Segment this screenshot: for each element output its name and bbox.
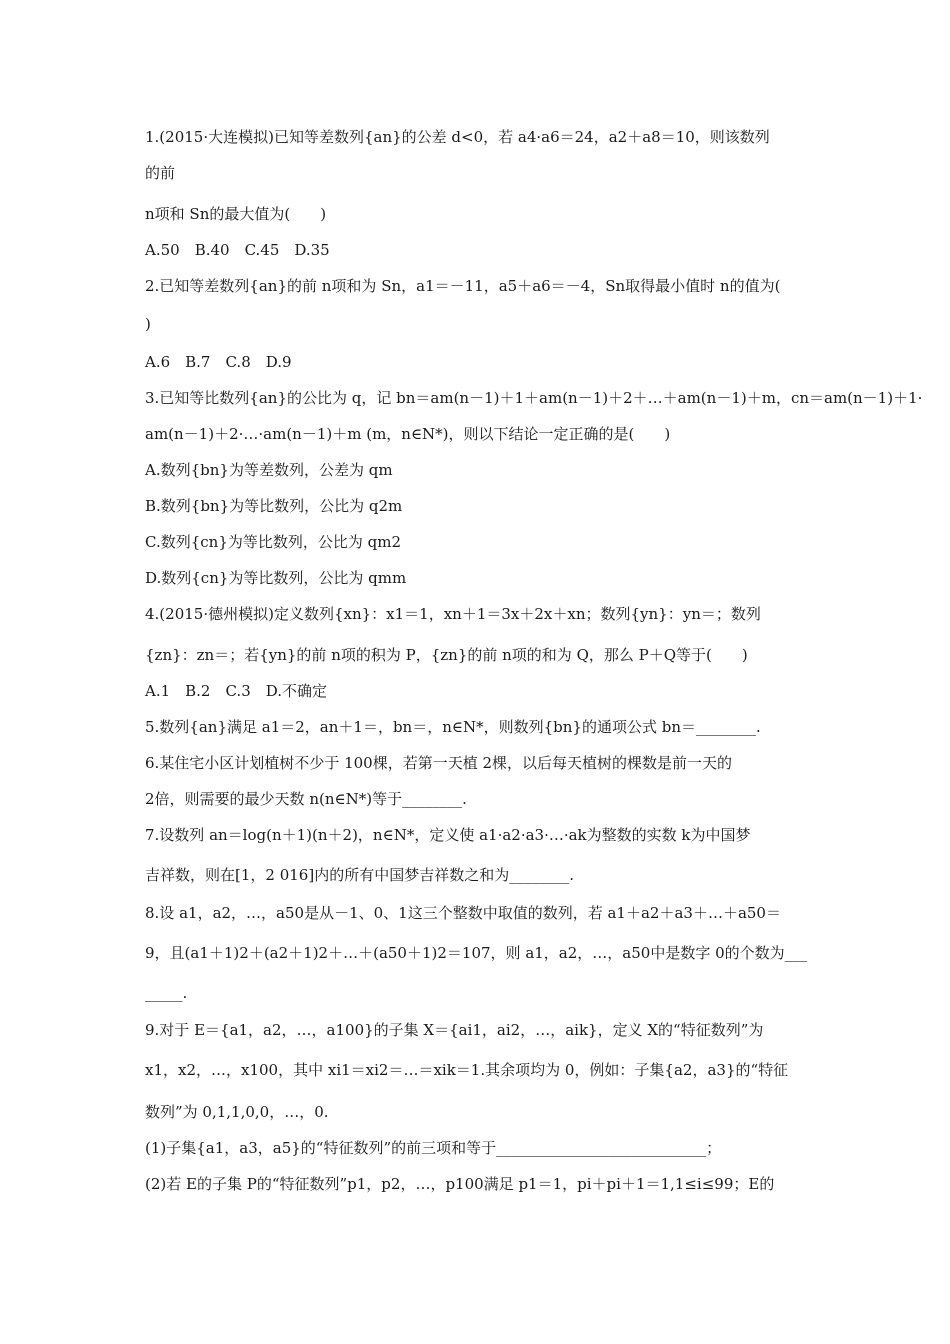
problem-1-options: A.50 B.40 C.45 D.35: [145, 241, 330, 259]
problem-9-line-3: 数列”为 0,1,1,0,0，…，0.: [145, 1103, 329, 1121]
problem-6-line-2: 2倍，则需要的最少天数 n(n∈N*)等于________.: [145, 790, 467, 808]
problem-1-line-2: 的前: [145, 164, 176, 182]
problem-1-line-1: 1.(2015·大连模拟)已知等差数列{an}的公差 d<0，若 a4·a6＝24，a2＋a8＝10，则该数列: [145, 128, 770, 146]
problem-9-part-2: (2)若 E的子集 P的“特征数列”p1，p2，…，p100满足 p1＝1，pi＋pi＋1＝1,1≤i≤99；E的: [145, 1175, 775, 1193]
problem-4-options: A.1 B.2 C.3 D.不确定: [145, 682, 327, 700]
problem-8-line-3: _____.: [145, 984, 188, 1002]
problem-9-line-2: x1，x2，…，x100，其中 xi1＝xi2＝…＝xik＝1.其余项均为 0，例如：子集{a2，a3}的“特征: [145, 1061, 789, 1079]
problem-2-line-2: ): [145, 315, 151, 333]
problem-4-line-2: {zn}：zn＝；若{yn}的前 n项的积为 P，{zn}的前 n项的和为 Q，那么 P＋Q等于( ): [145, 646, 748, 664]
problem-2-options: A.6 B.7 C.8 D.9: [145, 353, 292, 371]
problem-3-line-2: am(n－1)＋2·…·am(n－1)＋m (m，n∈N*)，则以下结论一定正确的是( ): [145, 425, 671, 443]
problem-8-line-1: 8.设 a1，a2，…，a50是从－1、0、1这三个整数中取值的数列，若 a1＋a2＋a3＋…＋a50＝: [145, 904, 781, 922]
problem-9-part-1: (1)子集{a1，a3，a5}的“特征数列”的前三项和等于____________________________；: [145, 1139, 722, 1157]
problem-6-line-1: 6.某住宅小区计划植树不少于 100棵，若第一天植 2棵，以后每天植树的棵数是前一天的: [145, 754, 733, 772]
problem-2-line-1: 2.已知等差数列{an}的前 n项和为 Sn，a1＝－11，a5＋a6＝－4，Sn取得最小值时 n的值为(: [145, 277, 781, 295]
problem-9-line-1: 9.对于 E＝{a1，a2，…，a100}的子集 X＝{ai1，ai2，…，aik}，定义 X的“特征数列”为: [145, 1021, 764, 1039]
problem-3-option-c: C.数列{cn}为等比数列，公比为 qm2: [145, 533, 401, 551]
problem-3-line-1: 3.已知等比数列{an}的公比为 q，记 bn＝am(n－1)＋1＋am(n－1)＋2＋…＋am(n－1)＋m，cn＝am(n－1)＋1·: [145, 389, 923, 407]
problem-4-line-1: 4.(2015·德州模拟)定义数列{xn}：x1＝1，xn＋1＝3x＋2x＋xn；数列{yn}：yn＝；数列: [145, 605, 761, 623]
problem-3-option-a: A.数列{bn}为等差数列，公差为 qm: [145, 461, 393, 479]
problem-7-line-2: 吉祥数，则在[1，2 016]内的所有中国梦吉祥数之和为________.: [145, 866, 574, 884]
problem-7-line-1: 7.设数列 an＝log(n＋1)(n＋2)，n∈N*，定义使 a1·a2·a3·…·ak为整数的实数 k为中国梦: [145, 826, 751, 844]
problem-5: 5.数列{an}满足 a1＝2，an＋1＝，bn＝，n∈N*，则数列{bn}的通项公式 bn＝________.: [145, 718, 761, 736]
problem-1-line-3: n项和 Sn的最大值为( ): [145, 205, 327, 223]
problem-8-line-2: 9，且(a1＋1)2＋(a2＋1)2＋…＋(a50＋1)2＝107，则 a1，a2，…，a50中是数字 0的个数为___: [145, 944, 808, 962]
problem-3-option-d: D.数列{cn}为等比数列，公比为 qmm: [145, 569, 407, 587]
problem-3-option-b: B.数列{bn}为等比数列，公比为 q2m: [145, 497, 403, 515]
